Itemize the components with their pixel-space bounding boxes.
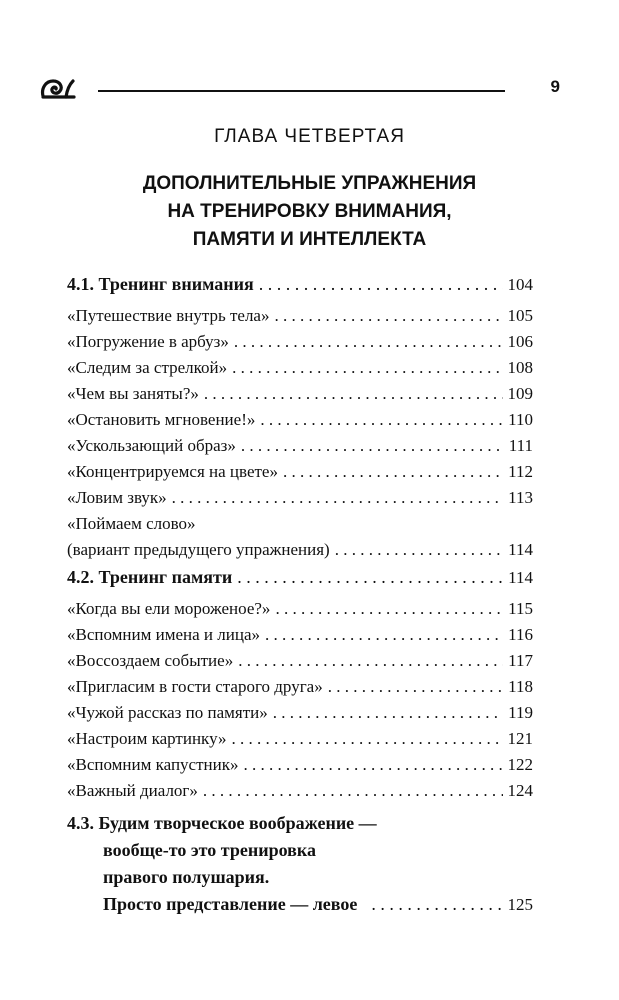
page-ref: 106 [507, 332, 533, 351]
toc-entry [67, 651, 533, 677]
leader-dots [203, 781, 503, 801]
entry-title: (вариант предыдущего упражнения) [67, 540, 330, 559]
entry-title-line: «Поймаем слово» [67, 514, 196, 533]
section-heading-text: 4.1. Тренинг внимания [67, 274, 254, 294]
entry-title: «Путешествие внутрь тела» [67, 306, 270, 325]
entry-title: «Следим за стрелкой» [67, 358, 228, 377]
section-heading-text: 4.2. Тренинг памяти [67, 567, 233, 587]
toc-entry [67, 306, 533, 332]
toc-entry [67, 781, 533, 807]
leader-dots [273, 703, 503, 723]
section-heading-line: правого полушария. [103, 867, 270, 887]
header-rule [98, 90, 505, 92]
section-heading-line: 4.3. Будим творческое воображение — [67, 813, 377, 833]
entry-title: «Концентрируемся на цвете» [67, 462, 278, 481]
page-ref: 117 [508, 651, 533, 670]
leader-dots [241, 436, 504, 456]
entry-title: «Пригласим в гости старого друга» [67, 677, 323, 696]
entry-title: «Вспомним имена и лица» [67, 625, 260, 644]
toc-section-memory [67, 567, 533, 807]
page-ref: 110 [508, 410, 533, 429]
toc-entry [67, 332, 533, 358]
leader-dots [335, 540, 503, 560]
chapter-title [0, 170, 619, 254]
entry-title: «Остановить мгновение!» [67, 410, 256, 429]
leader-dots [232, 358, 502, 378]
leader-dots [265, 625, 503, 645]
leader-dots [204, 384, 503, 404]
page-ref: 122 [507, 755, 533, 774]
page-ref: 124 [507, 781, 533, 800]
section-heading-line: вообще-то это тренировка [103, 840, 316, 860]
toc-entry [67, 462, 533, 488]
toc-section-heading [67, 274, 533, 306]
leader-dots [371, 894, 502, 915]
toc-entry [67, 358, 533, 384]
toc-entry [67, 599, 533, 625]
entry-title: «Воссоздаем событие» [67, 651, 234, 670]
leader-dots [232, 729, 503, 749]
toc-entry [67, 410, 533, 436]
page-ref: 113 [508, 488, 533, 507]
title-line: ПАМЯТИ И ИНТЕЛЛЕКТА [192, 229, 427, 250]
toc-entry [67, 755, 533, 781]
toc-section-imagination [67, 813, 533, 920]
leader-dots [172, 488, 503, 508]
entry-title: «Ловим звук» [67, 488, 167, 507]
toc-section-attention [67, 274, 533, 566]
toc-entry [67, 677, 533, 703]
page-ref: 114 [508, 568, 533, 587]
running-header [40, 74, 560, 104]
entry-title: «Важный диалог» [67, 781, 198, 800]
toc-entry [67, 488, 533, 514]
entry-title: «Ускользающий образ» [67, 436, 236, 455]
leader-dots [328, 677, 503, 697]
page-ref: 104 [507, 275, 533, 294]
entry-title: «Чем вы заняты?» [67, 384, 199, 403]
leader-dots [243, 755, 502, 775]
entry-title: «Чужой рассказ по памяти» [67, 703, 268, 722]
page-ref: 111 [508, 436, 533, 455]
page-ref: 112 [508, 462, 533, 481]
page-ref: 114 [508, 540, 533, 559]
leader-dots [275, 599, 503, 619]
toc-entry [67, 384, 533, 410]
snail-logo-icon [40, 76, 78, 102]
toc-section-heading [67, 894, 533, 920]
page-ref: 105 [507, 306, 533, 325]
leader-dots [283, 462, 503, 482]
leader-dots [238, 651, 503, 671]
page-ref: 116 [508, 625, 533, 644]
toc-entry [67, 540, 533, 566]
page-ref: 108 [507, 358, 533, 377]
chapter-label: ГЛАВА ЧЕТВЕРТАЯ [214, 126, 405, 147]
leader-dots [259, 274, 503, 295]
title-line: НА ТРЕНИРОВКУ ВНИМАНИЯ, [167, 201, 452, 222]
page-ref: 125 [507, 895, 533, 914]
page-number: 9 [550, 77, 560, 96]
title-line: ДОПОЛНИТЕЛЬНЫЕ УПРАЖНЕНИЯ [142, 173, 477, 194]
entry-title: «Вспомним капустник» [67, 755, 239, 774]
section-heading-text: Просто представление — левое [103, 894, 358, 914]
leader-dots [260, 410, 503, 430]
entry-title: «Погружение в арбуз» [67, 332, 229, 351]
leader-dots [234, 332, 503, 352]
leader-dots [237, 567, 503, 588]
toc-entry [67, 703, 533, 729]
leader-dots [274, 306, 502, 326]
page-ref: 115 [508, 599, 533, 618]
toc-entry [67, 729, 533, 755]
page-ref: 109 [507, 384, 533, 403]
toc-entry [67, 436, 533, 462]
page-ref: 121 [507, 729, 533, 748]
entry-title: «Когда вы ели мороженое?» [67, 599, 271, 618]
page-ref: 118 [508, 677, 533, 696]
page-ref: 119 [508, 703, 533, 722]
toc-entry [67, 625, 533, 651]
toc-section-heading [67, 567, 533, 599]
entry-title: «Настроим картинку» [67, 729, 227, 748]
